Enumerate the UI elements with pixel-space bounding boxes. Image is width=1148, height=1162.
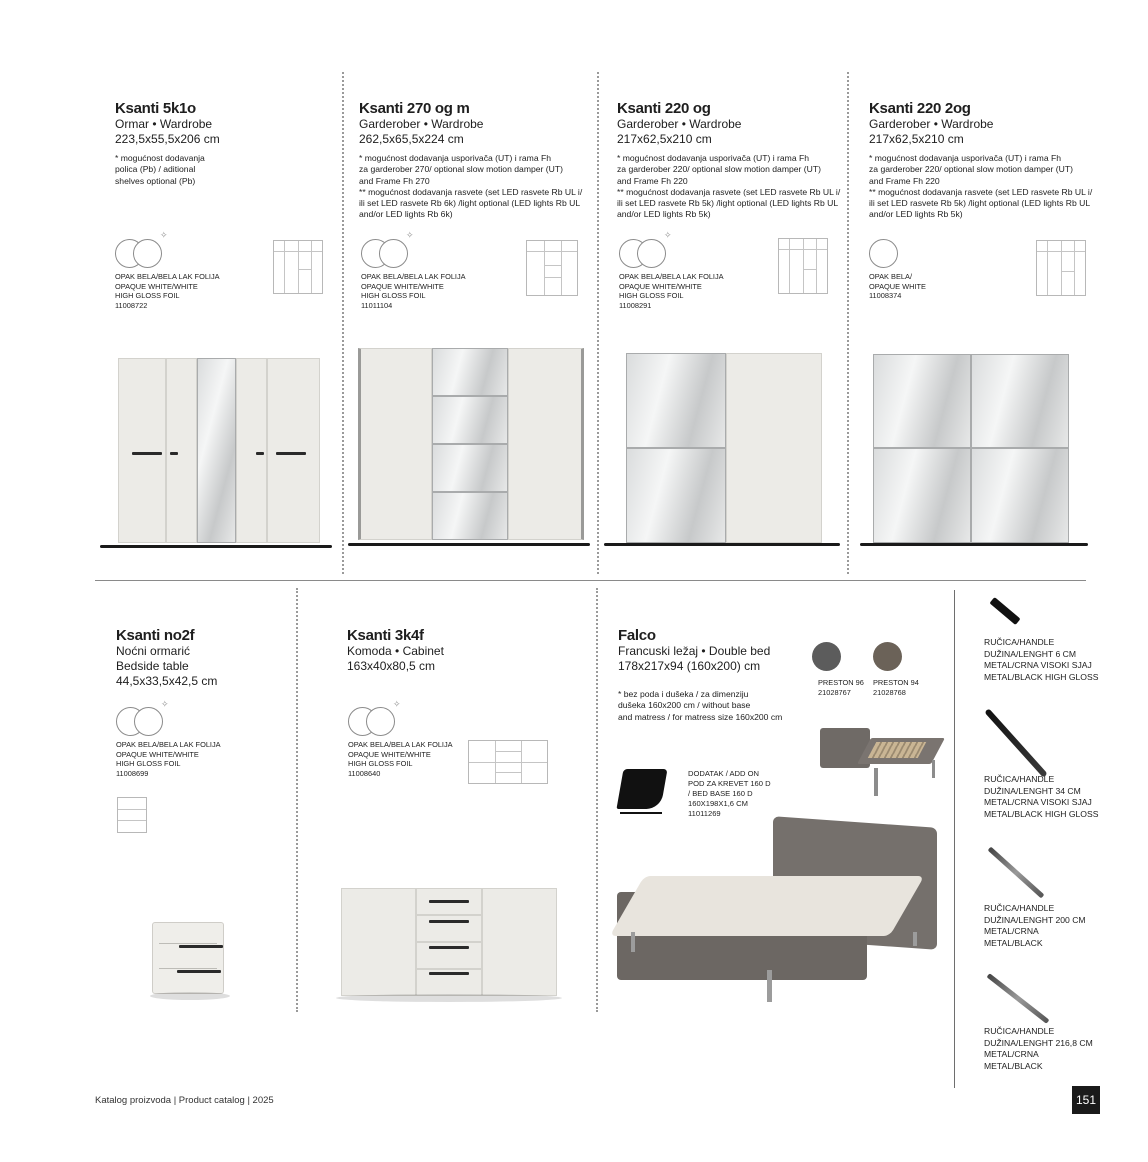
product-dimensions: 223,5x55,5x206 cm — [115, 132, 220, 146]
column-divider — [596, 588, 598, 1012]
product-dimensions: 178x217x94 (160x200) cm — [618, 659, 761, 673]
handle-info: RUČICA/HANDLE DUŽINA/LENGHT 216,8 CM METAL/CRNA METAL/BLACK — [984, 1026, 1093, 1071]
product-title: Ksanti 220 og — [617, 100, 711, 117]
high-gloss-swatch-icon — [379, 239, 408, 268]
finish-info: OPAK BELA/BELA LAK FOLIJA OPAQUE WHITE/WHITE HIGH GLOSS FOIL 11008699 — [116, 740, 221, 778]
finish-info: OPAK BELA/BELA LAK FOLIJA OPAQUE WHITE/WHITE HIGH GLOSS FOIL 11011104 — [361, 272, 466, 310]
product-ksanti-3k4f — [347, 627, 567, 674]
handle-info: RUČICA/HANDLE DUŽINA/LENGHT 34 CM METAL/CRNA VISOKI SJAJ METAL/BLACK HIGH GLOSS — [984, 774, 1099, 819]
bed-image — [617, 820, 939, 1010]
handle-34cm-icon — [984, 708, 1047, 777]
finish-info: OPAK BELA/BELA LAK FOLIJA OPAQUE WHITE/WHITE HIGH GLOSS FOIL 11008640 — [348, 740, 453, 778]
product-notes: * mogućnost dodavanja polica (Pb) / aditional shelves optional (Pb) — [115, 153, 205, 186]
column-divider — [597, 72, 599, 574]
sparkle-icon: ✧ — [161, 699, 169, 709]
product-subtitle: Garderober • Wardrobe — [359, 117, 484, 131]
wardrobe-image — [873, 354, 1069, 543]
product-title: Ksanti no2f — [116, 627, 195, 644]
floor-shadow — [336, 994, 562, 1002]
product-dimensions: 262,5x65,5x224 cm — [359, 132, 464, 146]
product-notes: * mogućnost dodavanja usporivača (UT) i rama Fh za garderober 270/ optional slow motion damper (UT) and Frame Fh 270 ** mogućnost dodavanja rasvete (set LED rasvete Rb UL i/ ili set LED rasvete Rb 6k) /light optional (LED lights Rb UL and/or LED lights Rb 6k) — [359, 153, 583, 220]
addon-info: DODATAK / ADD ON POD ZA KREVET 160 D / BED BASE 160 D 160X198X1,6 CM 11011269 — [688, 769, 771, 818]
product-ksanti-5k1o — [115, 100, 335, 187]
product-subtitle: Komoda • Cabinet — [347, 644, 444, 658]
product-title: Ksanti 220 2og — [869, 100, 971, 117]
fabric-swatch-preston-94 — [873, 642, 902, 671]
product-dimensions: 217x62,5x210 cm — [617, 132, 712, 146]
product-falco — [618, 627, 818, 674]
finish-swatch-icon — [869, 239, 898, 268]
product-notes: * bez poda i dušeka / za dimenziju dušeka 160x200 cm / without base and matress / for matress size 160x200 cm — [618, 689, 783, 722]
product-title: Ksanti 3k4f — [347, 627, 424, 644]
finish-info: OPAK BELA/BELA LAK FOLIJA OPAQUE WHITE/WHITE HIGH GLOSS FOIL 11008722 — [115, 272, 220, 310]
handle-6cm-icon — [989, 597, 1020, 625]
product-notes: * mogućnost dodavanja usporivača (UT) i rama Fh za garderober 220/ optional slow motion damper (UT) and Frame Fh 220 ** mogućnost dodavanja rasvete (set LED rasvete Rb UL i/ ili set LED rasvete Rb 5k) /light optional (LED lights Rb UL and/or LED lights Rb 5k) — [869, 153, 1093, 220]
high-gloss-swatch-icon — [133, 239, 162, 268]
fabric-swatch-preston-96 — [812, 642, 841, 671]
product-subtitle: Garderober • Wardrobe — [869, 117, 994, 131]
product-ksanti-270-og-m — [359, 100, 594, 221]
floor-shadow — [150, 992, 230, 1000]
interior-schematic-icon — [778, 238, 828, 294]
interior-schematic-icon — [273, 240, 323, 294]
bed-frame-thumbnail — [820, 728, 942, 798]
product-dimensions: 44,5x33,5x42,5 cm — [116, 674, 218, 688]
product-notes: * mogućnost dodavanja usporivača (UT) i rama Fh za garderober 220/ optional slow motion damper (UT) and Frame Fh 220 ** mogućnost dodavanja rasvete (set LED rasvete Rb UL i/ ili set LED rasvete Rb 5k) /light optional (LED lights Rb UL and/or LED lights Rb 5k) — [617, 153, 841, 220]
floor-shadow — [604, 543, 840, 546]
product-dimensions: 163x40x80,5 cm — [347, 659, 436, 673]
floor-shadow — [348, 543, 590, 546]
page-number: 151 — [1072, 1086, 1100, 1114]
handle-info: RUČICA/HANDLE DUŽINA/LENGHT 6 CM METAL/CRNA VISOKI SJAJ METAL/BLACK HIGH GLOSS — [984, 637, 1099, 682]
bed-base-line — [620, 812, 662, 814]
floor-shadow — [100, 545, 332, 548]
product-title: Ksanti 270 og m — [359, 100, 470, 117]
footer-catalog-label: Katalog proizvoda | Product catalog | 2025 — [95, 1095, 274, 1106]
wardrobe-image — [118, 358, 320, 543]
finish-info: OPAK BELA/ OPAQUE WHITE 11008374 — [869, 272, 926, 301]
column-divider — [847, 72, 849, 574]
bed-base-icon — [616, 769, 667, 809]
interior-schematic-icon — [1036, 240, 1086, 296]
sparkle-icon: ✧ — [393, 699, 401, 709]
section-divider — [95, 580, 1086, 581]
high-gloss-swatch-icon — [366, 707, 395, 736]
high-gloss-swatch-icon — [637, 239, 666, 268]
bedside-table-image — [152, 922, 224, 994]
sparkle-icon: ✧ — [664, 230, 672, 240]
product-subtitle: Francuski ležaj • Double bed — [618, 644, 771, 658]
product-subtitle: Ormar • Wardrobe — [115, 117, 213, 131]
product-title: Falco — [618, 627, 656, 644]
handle-216cm-icon — [987, 973, 1050, 1024]
wardrobe-image — [626, 353, 822, 543]
product-ksanti-220-2og — [869, 100, 1109, 221]
handle-200cm-icon — [988, 847, 1045, 899]
high-gloss-swatch-icon — [134, 707, 163, 736]
floor-shadow — [860, 543, 1088, 546]
interior-schematic-icon — [526, 240, 578, 296]
swatch-label: PRESTON 96 21028767 — [818, 678, 864, 697]
product-subtitle-en: Bedside table — [116, 659, 189, 673]
interior-schematic-icon — [117, 797, 147, 833]
product-dimensions: 217x62,5x210 cm — [869, 132, 964, 146]
finish-info: OPAK BELA/BELA LAK FOLIJA OPAQUE WHITE/WHITE HIGH GLOSS FOIL 11008291 — [619, 272, 724, 310]
column-divider — [296, 588, 298, 1012]
wardrobe-image — [358, 348, 584, 540]
column-divider — [954, 590, 955, 1088]
product-subtitle: Noćni ormarić — [116, 644, 191, 658]
column-divider — [342, 72, 344, 574]
product-subtitle: Garderober • Wardrobe — [617, 117, 742, 131]
product-ksanti-220-og — [617, 100, 845, 221]
interior-schematic-icon — [468, 740, 548, 784]
handle-info: RUČICA/HANDLE DUŽINA/LENGHT 200 CM METAL/CRNA METAL/BLACK — [984, 903, 1086, 948]
sparkle-icon: ✧ — [406, 230, 414, 240]
sparkle-icon: ✧ — [160, 230, 168, 240]
product-ksanti-no2f — [116, 627, 286, 689]
cabinet-image — [341, 888, 557, 996]
swatch-label: PRESTON 94 21028768 — [873, 678, 919, 697]
product-title: Ksanti 5k1o — [115, 100, 196, 117]
